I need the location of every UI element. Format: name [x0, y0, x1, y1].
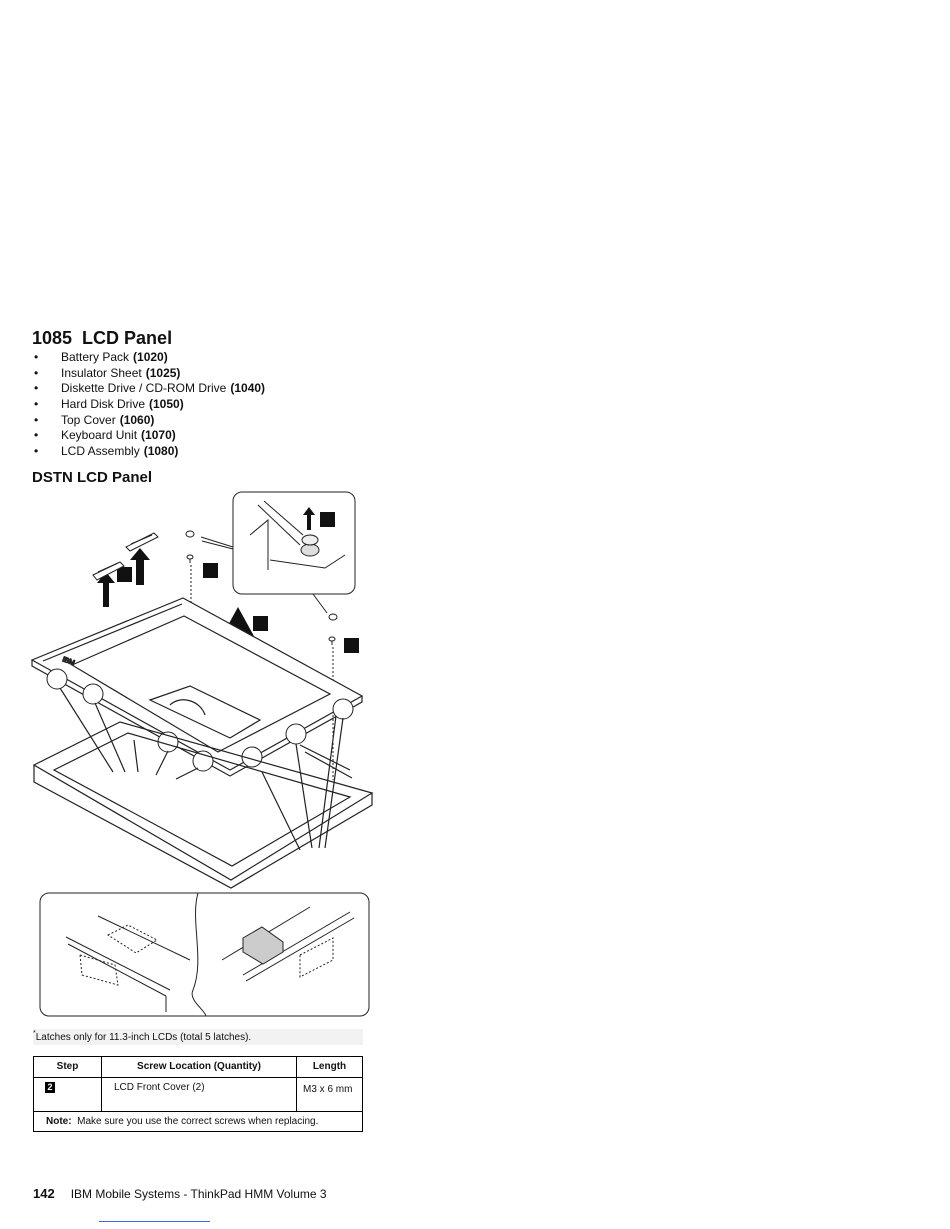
footnote-mark: * — [33, 1030, 36, 1037]
list-item: • Diskette Drive / CD-ROM Drive (1040) — [34, 381, 266, 396]
column-header-step: Step — [34, 1057, 102, 1078]
link-underline[interactable] — [99, 1221, 210, 1222]
list-item: • Hard Disk Drive (1050) — [34, 397, 184, 412]
detail-inset — [40, 893, 369, 1016]
footnote — [33, 1029, 363, 1045]
note-label: Note: — [46, 1116, 72, 1127]
note-text: Make sure you use the correct screws when replacing. — [77, 1116, 319, 1127]
screw-table — [33, 1056, 363, 1132]
screw-length-cell: M3 x 6 mm — [297, 1078, 363, 1112]
page-footer — [33, 1186, 327, 1201]
table-row — [34, 1078, 363, 1112]
table-header-row — [34, 1057, 363, 1078]
lcd-front-cover — [32, 598, 362, 776]
list-item: • LCD Assembly (1080) — [34, 444, 179, 459]
section-title-text: LCD Panel — [82, 328, 173, 348]
list-item: • Insulator Sheet (1025) — [34, 365, 181, 380]
screw-location-cell: LCD Front Cover (2) — [102, 1078, 297, 1112]
list-item: • Battery Pack (1020) — [34, 350, 168, 364]
step-number-badge: 2 — [45, 1082, 55, 1093]
list-item: • Top Cover (1060) — [34, 412, 155, 427]
table-note-row — [34, 1112, 363, 1132]
list-item: • Keyboard Unit (1070) — [34, 428, 176, 443]
zoom-callout — [201, 492, 355, 613]
column-header-length: Length — [297, 1057, 363, 1078]
subsection-title: DSTN LCD Panel — [32, 469, 153, 486]
footnote-text: Latches only for 11.3-inch LCDs (total 5 latches). — [35, 1032, 252, 1043]
footer-text: IBM Mobile Systems - ThinkPad HMM Volume 3 — [70, 1187, 327, 1201]
column-header-location: Screw Location (Quantity) — [102, 1057, 297, 1078]
page-number: 142 — [33, 1186, 55, 1201]
svg-text:IBM: IBM — [61, 656, 76, 668]
section-number: 1085 — [32, 328, 73, 348]
